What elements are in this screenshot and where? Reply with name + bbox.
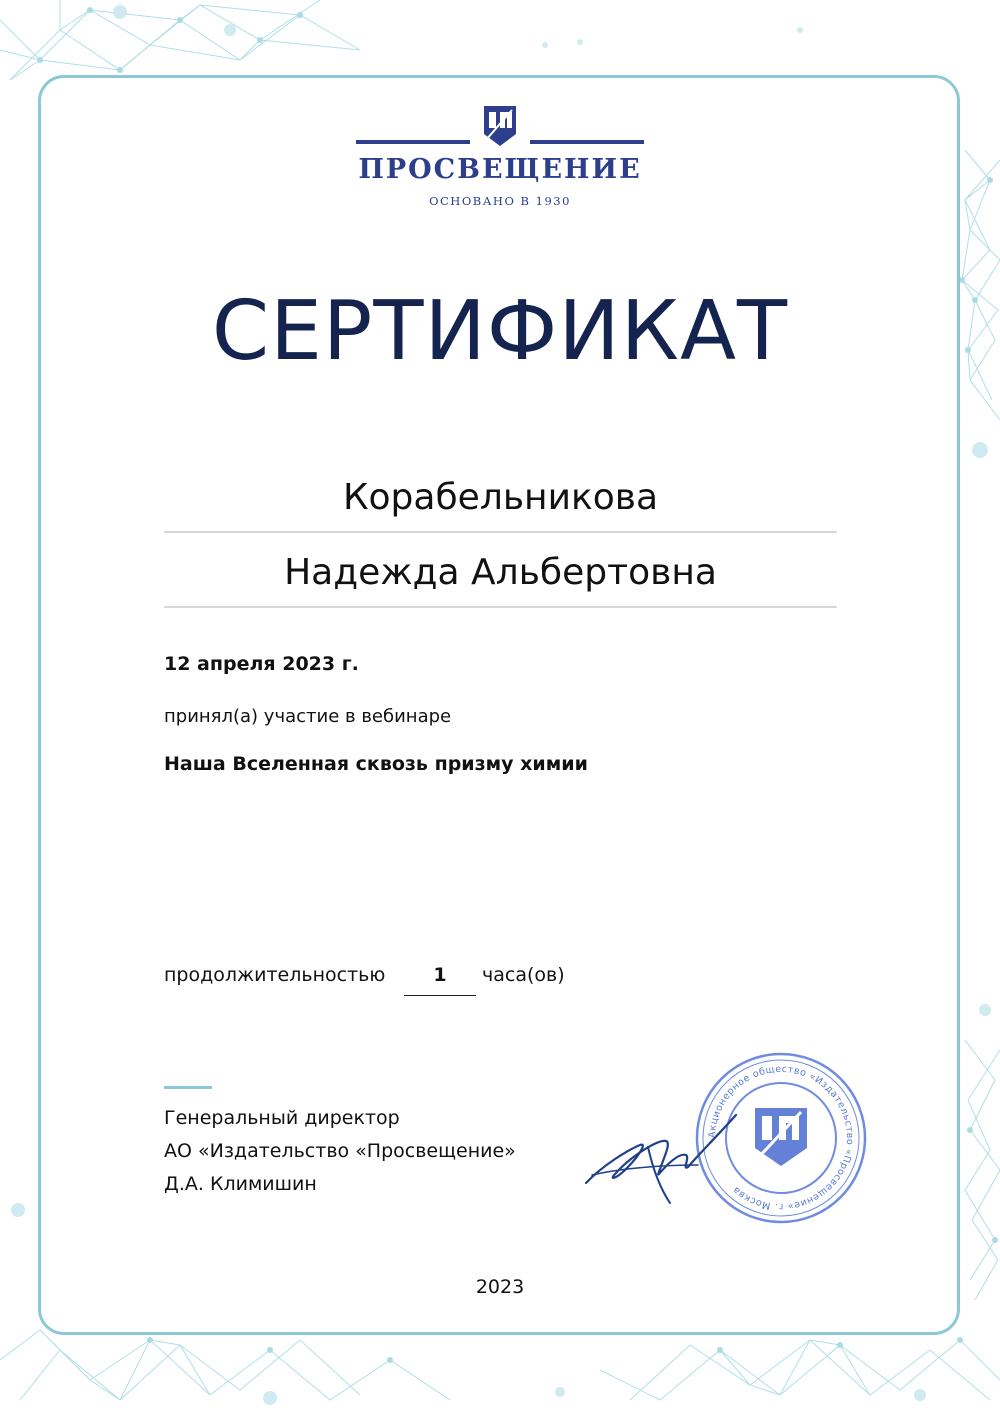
certificate-title: СЕРТИФИКАТ [211, 284, 789, 379]
name-divider-2 [164, 606, 837, 608]
signatory-name: Д.А. Климишин [164, 1173, 317, 1195]
brand-name: ПРОСВЕЩЕНИЕ [358, 154, 642, 185]
event-date: 12 апреля 2023 г. [164, 653, 359, 675]
webinar-title: Наша Вселенная сквозь призму химии [164, 753, 588, 775]
certificate-year: 2023 [475, 1276, 525, 1298]
recipient-surname: Корабельникова [342, 477, 659, 518]
duration-unit: часа(ов) [482, 964, 565, 986]
logo-rule-left [356, 140, 470, 144]
duration-underline [404, 995, 476, 996]
participation-text: принял(а) участие в вебинаре [164, 706, 452, 727]
name-divider-1 [164, 531, 837, 533]
publisher-logo [350, 100, 650, 210]
brand-tagline: ОСНОВАНО В 1930 [429, 194, 571, 208]
handwritten-signature [578, 1095, 748, 1215]
recipient-given-names: Надежда Альбертовна [284, 552, 717, 593]
duration-value: 1 [433, 964, 447, 986]
prosveshchenie-logo-icon [482, 104, 518, 148]
signatory-position: Генеральный директор [164, 1107, 400, 1129]
signatory-accent-line [164, 1086, 212, 1089]
duration-label: продолжительностью [164, 964, 386, 986]
signatory-organization: АО «Издательство «Просвещение» [164, 1140, 516, 1162]
logo-rule-right [530, 140, 644, 144]
stamp-text: Акционерное общество «Издательство «Просвещение» г. Москва [706, 1063, 856, 1213]
